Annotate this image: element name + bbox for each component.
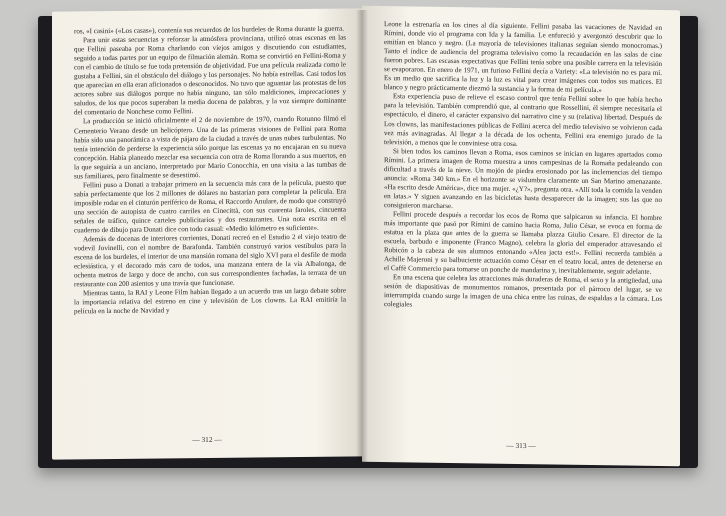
paragraph: Fellini procede después a recordar los ecos de Roma que salpicaron su infancia. El hombre más importante que pasó por Rímini de camino hacia Roma, Julio César, se evoca en forma de estatua en la plaza que antes de la guerra se llamaba plazza Giulio Cesare. El director de la escuela, barbudo e imponente (Franco Magno), celebra la gloria del emperador atravesando el Rubicón a la cabeza de sus alumnos entonando «Alea jacta est!». Fellini recuerda también a Achille Majeroni y su balbuciente actuación como César en el teatro local, antes de detenerse en el Caffè Commercio para tomarse un ponche de mandarina y, inevitablemente, seguir adelante. (384, 210, 662, 277)
paragraph: La producción se inició oficialmente el 2 de noviembre de 1970, cuando Rotunno filmó el Cementerio Verano desde un helicóptero. Una de las primeras visiones de Fellini para Roma había sido una panorámica a vista de pájaro de la ciudad a través de unas nubes turbulentas. No tenía intención de perderse la experiencia sólo porque las escenas ya no encajaran en su nueva concepción. Había planeado mezclar esa secuencia con otra de Roma llorando a sus muertos, en la que seguiría a un anciano, interpretado por Mario Conocchia, en una visita a las tumbas de sus familiares, pero finalmente se desestimó. (74, 115, 346, 181)
paragraph: ros, «I casini» («Los casas»), contenía sus recuerdos de los burdeles de Roma durante la guerra. (74, 24, 345, 36)
paragraph: Leone la estrenaría en los cines al día siguiente. Fellini pasaba las vacaciones de Navidad en Rímini, donde vio el programa con Ida y la familia. Le enfureció y avergonzó descubrir que lo emitían en blanco y negro. (La mayoría de televisiones italianas seguían siendo monocromas.) Tanto el índice de audiencia del programa televisivo como la recaudación en las salas de cine fueron pobres. Las escasas expectativas que Fellini tenía sobre una posible carrera en la televisión se evaporaron. En enero de 1971, un furioso Fellini decía a Variety: «La televisión no es para mí. Es un medio que sacrifica la luz y la luz es vital para crear imágenes con todos sus matices. El blanco y negro prácticamente diezmó la sustancia y la forma de mi película.» (384, 20, 662, 95)
paragraph: Mientras tanto, la RAI y Leone Film habían llegado a un acuerdo tras un largo debate sobre la importancia relativa del estreno en cine y televisión de Los clowns. La RAI emitiría la película en la noche de Navidad y (74, 286, 346, 316)
left-page (52, 8, 362, 459)
page-number: — 313 — (506, 440, 536, 451)
paragraph: Esta experiencia puso de relieve el escaso control que tenía Fellini sobre lo que había hecho para la televisión. También comprendió que, al contrario que Rossellini, él siempre necesitaría el espectáculo, el dinero, el carácter expansivo del narrativo cine y su (relativa) libertad. Después de Los clowns, las manifestaciones públicas de Fellini acerca del medio televisivo se volvieron cada vez más avinagradas. Al llegar a la década de los ochenta, Fellini era enemigo jurado de la televisión, a menos que le conviniese otra cosa. (384, 92, 662, 148)
right-page-text (384, 20, 662, 313)
paragraph: En una escena que celebra las atracciones más duraderas de Roma, el sexo y la antigüedad, una sesión de diapositivas de monumentos romanos, presentada por el párroco del lugar, se ve interrumpida cuando surge la imagen de una chica entre las ruinas, de espaldas a la cámara. Los colegiales (384, 273, 662, 309)
paragraph: Si bien todos los caminos llevan a Roma, esos caminos se inician en lugares apartados como Rímini. La primera imagen de Roma muestra a unos campesinas de la Romaña pedaleando con dificultad a través de la nieve. Un mojón de piedra erosionado por las inclemencias del tiempo anuncia: «Roma 340 km.» En el horizonte se vislumbra claramente un San Marino amenazante. «Ha escrito desde América», dice una mujer. «¿Y?», pregunta otra. «Allí toda la comida la venden en latas.» Y siguen avanzando en las bicicletas hasta desaparecer de la imagen; sus las que no consiguieron marcharse. (384, 146, 662, 210)
page-number: — 312 — (192, 434, 222, 445)
paragraph: Fellini puso a Donati a trabajar primero en la secuencia más cara de la película, puesto que sabía perfectamente que los 2 millones de dólares no bastarían para completar la película. Era imposible rodar en el cinturón periférico de Roma, el Raccordo Anulare, de modo que construyó una sección de autopista de cuatro carriles en Cinecittà, con sus cuarenta faroles, cincuenta señales de tráfico, quince carteles publicitarios y dos restaurantes. Una nota escrita en el cuaderno de dibujo para Donati dice con todo casual: «Medio kilómetro es suficiente». (74, 178, 347, 235)
left-page-text (74, 25, 346, 317)
paragraph: Además de docenas de interiores corrientes, Donati recreó en el Estudio 2 el viejo teatro de vodevil Jovinelli, con el nombre de Barafonda. También construyó varios vestíbulos para la escena de los burdeles, el interior de una mansión romana del siglo XVI para el desfile de moda eclesiástica, y el decorado más caro de todos, una manzana entera de la vía Albalonga, de ochenta metros de largo y doce de ancho, con sus correspondientes fachadas, la terraza de un restaurante con 200 asientos y una travía que funcionase. (74, 232, 346, 289)
paragraph: Para unir estas secuencias y reforzar la atmósfera provinciana, utilizó otras escenas en las que Fellini paseaba por Roma charlando con viejos amigos y discutiendo con estudiantes, seguido a todas partes por un equipo de filmación alemán. Roma se convirtió en Fellini-Roma y con el cambio de título se fue toda pretensión de objetividad. Fue una película realizada como le gustaba a Fellini, sin el obstáculo del diálogo y los personajes. No había estrellas. Casi todos los que aparecían en ella eran aficionados o desconocidos. No tuvo que aguantar las protestas de los actores sobre sus diálogos porque no había ninguno, tan sólo maldiciones, imprecaciones y saludos, de los que pocos superaban la media docena de palabras, y la voz siempre dominante del comentario de Nonchese como Fellini. (74, 33, 346, 117)
right-page (362, 6, 680, 466)
